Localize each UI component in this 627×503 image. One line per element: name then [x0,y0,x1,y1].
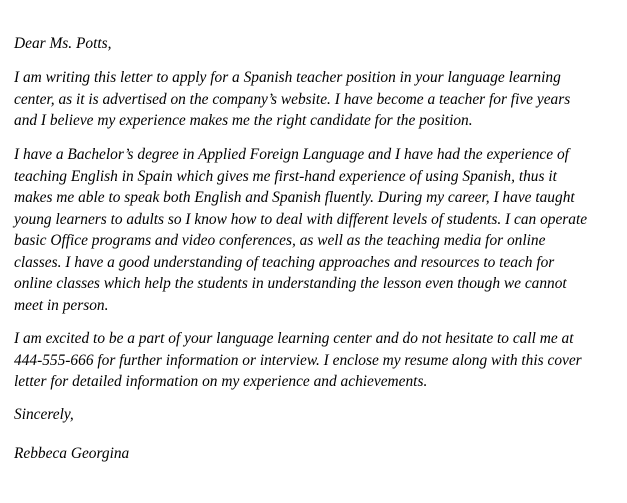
paragraph-line: I have a Bachelor’s degree in Applied Foreign Language and I have had the experience of [14,146,569,163]
paragraph-line: makes me able to speak both English and Spanish fluently. During my career, I have taught [14,189,575,206]
paragraph-line: online classes which help the students in understanding the lesson even though we cannot [14,275,567,292]
paragraph-line: young learners to adults so I know how to deal with different levels of students. I can operate [14,210,588,228]
paragraph-experience [14,144,587,316]
paragraph-line: meet in person. [14,296,109,314]
paragraph-line: basic Office programs and video conferences, as well as the teaching media for online [14,232,546,249]
closing: Sincerely, [14,406,74,423]
salutation: Dear Ms. Potts, [14,35,112,52]
paragraph-line: teaching English in Spain which gives me first-hand experience of using Spanish, thus it [14,167,557,185]
paragraph-line: classes. I have a good understanding of teaching approaches and resources to teach for [14,253,555,271]
paragraph-closing-remarks [14,328,582,393]
signature-name: Rebbeca Georgina [14,445,130,462]
paragraph-line: letter for detailed information on my experience and achievements. [14,373,428,390]
paragraph-intro [14,67,570,132]
paragraph-line: and I believe my experience makes me the right candidate for the position. [14,112,473,129]
paragraph-line: 444-555-666 for further information or interview. I enclose my resume along with this cover [14,351,582,369]
paragraph-line: center, as it is advertised on the company’s website. I have become a teacher for five years [14,90,571,108]
paragraph-line: I am writing this letter to apply for a Spanish teacher position in your language learning [14,69,561,86]
paragraph-line: I am excited to be a part of your language learning center and do not hesitate to call me at [14,330,574,347]
